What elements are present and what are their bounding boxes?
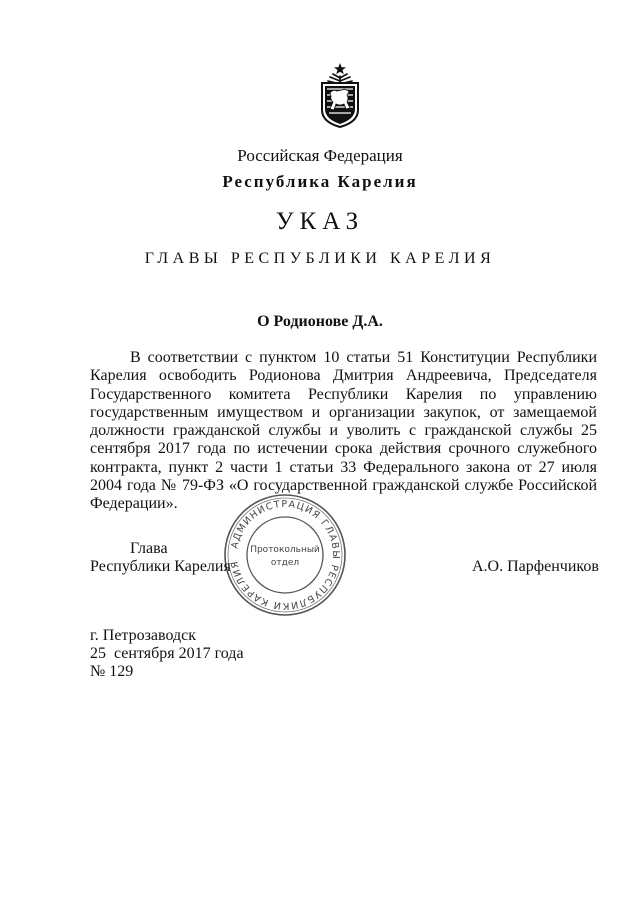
document-issuer: ГЛАВЫ РЕСПУБЛИКИ КАРЕЛИЯ	[144, 250, 496, 267]
official-stamp-seal	[222, 492, 348, 618]
decree-number: № 129	[90, 663, 134, 680]
decree-footer	[90, 627, 244, 681]
header-republic: Республика Карелия	[222, 172, 418, 191]
header-federation: Российская Федерация	[237, 146, 403, 165]
issue-date: 25 сентября 2017 года	[90, 645, 244, 662]
issue-place: г. Петрозаводск	[90, 627, 197, 644]
decree-body-text: В соответствии с пунктом 10 статьи 51 Конституции Республики Карелия освободить Родионова Дмитрия Андреевича, Председателя Государственного комитета Республики Карелия по управлению государственным имуществом и организации закупок, от замещаемой должности гражданской службы и уволить с гражданской службы 25 сентября 2017 года по истечении срока действия срочного служебного контракта, пункт 2 части 1 статьи 33 Федерального закона от 27 июля 2004 года № 79-ФЗ «О государственной гражданской службе Российской Федерации».	[90, 349, 597, 513]
signer-title-line2: Республики Карелия	[90, 558, 231, 575]
signer-title-line1: Глава	[130, 540, 168, 557]
coat-of-arms-icon	[318, 62, 362, 128]
document-type-title: УКАЗ	[275, 208, 365, 235]
svg-text:АДМИНИСТРАЦИЯ ГЛАВЫ РЕСПУБЛИКИ	[229, 499, 341, 611]
decree-subject: О Родионове Д.А.	[257, 313, 383, 330]
signer-name: А.О. Парфенчиков	[472, 558, 599, 575]
stamp-inner-line1: Протокольный	[250, 545, 320, 555]
signer-title-block	[90, 540, 231, 576]
stamp-outer-text: АДМИНИСТРАЦИЯ ГЛАВЫ РЕСПУБЛИКИ КАРЕЛИЯ	[229, 498, 342, 612]
stamp-inner-line2: отдел	[270, 558, 300, 568]
